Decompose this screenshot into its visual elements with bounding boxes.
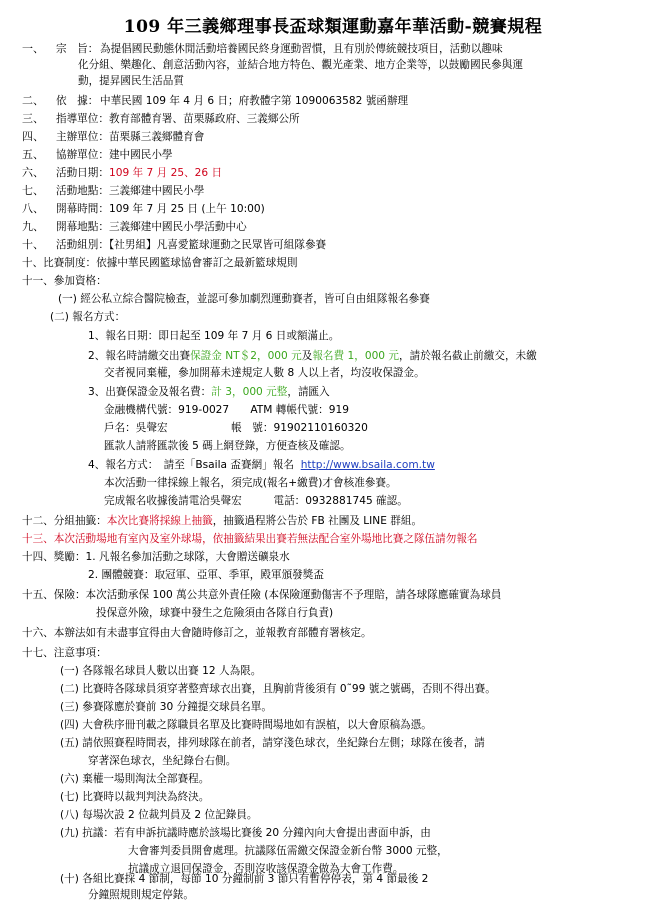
registration-contact: 完成報名收據後請電洽吳聲宏 電話：0932881745 確認。 — [104, 495, 408, 507]
section-amendment: 十六、本辦法如有未盡事宜得由大會隨時修訂之，並報教育部體育署核定。 — [22, 627, 372, 639]
section-notes: 十七、注意事項： — [22, 647, 107, 659]
document-title: 109 年三義鄉理事長盃球類運動嘉年華活動-競賽規程 — [123, 17, 543, 37]
section-guidance-unit: 三、 指導單位：教育部體育署、苗栗縣政府、三義鄉公所 — [22, 112, 300, 125]
section-host-unit: 四、 主辦單位：苗栗縣三義鄉體育會 — [22, 130, 205, 143]
section-competition-system: 十、比賽制度：依據中華民國籃球協會審訂之最新籃球規則 — [22, 257, 298, 269]
deposit-total: 3、出賽保證金及報名費：計 3，000 元整，請匯入 — [88, 386, 330, 398]
note-10-line2: 分鐘照規則規定停錶。 — [88, 889, 194, 901]
section-event-group: 十、 活動組別：【社男組】凡喜愛籃球運動之民眾皆可組隊參賽 — [22, 238, 327, 251]
note-6: (六) 棄權一場則淘汰全部賽程。 — [60, 773, 210, 785]
section-purpose-line3: 動，提昇國民生活品質 — [78, 75, 184, 87]
section-event-date: 六、 活動日期：109 年 7 月 25、26 日 — [22, 166, 223, 179]
note-4: (四) 大會秩序冊刊載之隊職員名單及比賽時間場地如有誤植，以大會原稿為憑。 — [60, 719, 432, 731]
account-name: 戶名：吳聲宏 帳 號：91902110160320 — [104, 422, 368, 434]
registration-link[interactable]: http://www.bsaila.com.tw — [300, 459, 435, 471]
section-opening-venue: 九、 開幕地點：三義鄉建中國民小學活動中心 — [22, 220, 247, 233]
remit-note: 匯款人請將匯款後 5 碼上網登錄，方便查核及確認。 — [104, 440, 351, 452]
section-purpose-line2: 化分組、樂趣化、創意活動內容，並結合地方特色、觀光產業、地方企業等，以鼓勵國民參與運 — [78, 59, 523, 71]
note-1: (一) 各隊報名球員人數以出賽 12 人為限。 — [60, 665, 262, 677]
registration-fee-line2: 交者視同棄權，參加開幕未達規定人數 8 人以上者，均沒收保證金。 — [104, 367, 425, 379]
registration-date: 1、報名日期：即日起至 109 年 7 月 6 日或額滿止。 — [88, 330, 340, 342]
note-9-line3: 抗議成立退回保證金，否則沒收該保證金做為大會工作費。 — [128, 863, 404, 875]
note-5: (五) 請依照賽程時間表，排列球隊在前者，請穿淺色球衣，坐紀錄台左側；球隊在後者，請 — [60, 737, 485, 749]
note-2: (二) 比賽時各隊球員須穿著整齊球衣出賽，且胸前背後須有 0˜99 號之號碼，否則不得出賽。 — [60, 683, 496, 695]
registration-method: 4、報名方式： 請至「Bsaila 盃賽網」報名 http://www.bsaila.com.tw — [88, 459, 435, 471]
section-insurance-line2: 投保意外險，球賽中發生之危險須由各隊自行負責) — [96, 607, 334, 619]
section-co-host-unit: 五、 協辦單位：建中國民小學 — [22, 148, 173, 161]
eligibility-item-1: (一) 經公私立綜合醫院檢查，並認可參加劇烈運動賽者，皆可自由組隊報名參賽 — [58, 293, 430, 305]
section-insurance: 十五、保險：本次活動承保 100 萬公共意外責任險 (本保險運動傷害不予理賠，請各球隊應確實為球員 — [22, 589, 502, 601]
section-draw: 十二、分組抽籤：本次比賽將採線上抽籤，抽籤過程將公告於 FB 社團及 LINE 群組。 — [22, 515, 423, 527]
section-purpose: 一、 宗 旨： 為提倡國民動態休閒活動培養國民終身運動習慣，且有別於傳統競技項目，活動以趣味 — [22, 42, 503, 55]
section-basis: 二、 依 據： 中華民國 109 年 4 月 6 日；府教體字第 1090063582 號函辦理 — [22, 94, 409, 107]
eligibility-item-2: (二) 報名方式： — [50, 311, 126, 323]
section-eligibility: 十一、參加資格： — [22, 275, 107, 287]
bank-code: 金融機構代號：919-0027 ATM 轉帳代號：919 — [104, 404, 349, 416]
section-event-venue: 七、 活動地點：三義鄉建中國民小學 — [22, 184, 205, 197]
section-awards: 十四、獎勵：1. 凡報名參加活動之球隊，大會贈送礦泉水 — [22, 551, 290, 563]
registration-fee: 2、報名時請繳交出賽保證金 NT＄2，000 元及報名費 1，000 元，請於報名截止前繳交，未繳 — [88, 350, 537, 362]
note-3: (三) 參賽隊應於賽前 30 分鐘提交球員名單。 — [60, 701, 272, 713]
note-5-line2: 穿著深色球衣，坐紀錄台右側。 — [88, 755, 237, 767]
note-8: (八) 每場次設 2 位裁判員及 2 位記錄員。 — [60, 809, 258, 821]
note-10: (十) 各組比賽採 4 節制，每節 10 分鐘制前 3 節只有暫停停表，第 4 節最後 2 — [60, 873, 429, 885]
registration-online-note: 本次活動一律採線上報名，須完成(報名+繳費)才會核准參賽。 — [104, 477, 397, 489]
section-venue-warning: 十三、本次活動場地有室內及室外球場，依抽籤結果出賽若無法配合室外場地比賽之隊伍請勿報名 — [22, 533, 478, 545]
note-7: (七) 比賽時以裁判判決為終決。 — [60, 791, 210, 803]
note-9-line2: 大會審判委員開會處理。抗議隊伍需繳交保證金新台幣 3000 元整， — [128, 845, 448, 857]
note-9: (九) 抗議：若有申訴抗議時應於該場比賽後 20 分鐘內向大會提出書面申訴，由 — [60, 827, 431, 839]
section-opening-time: 八、 開幕時間：109 年 7 月 25 日 (上午 10:00) — [22, 202, 265, 215]
section-awards-line2: 2. 團體競賽：取冠軍、亞軍、季軍，殿軍頒發獎盃 — [88, 569, 324, 581]
